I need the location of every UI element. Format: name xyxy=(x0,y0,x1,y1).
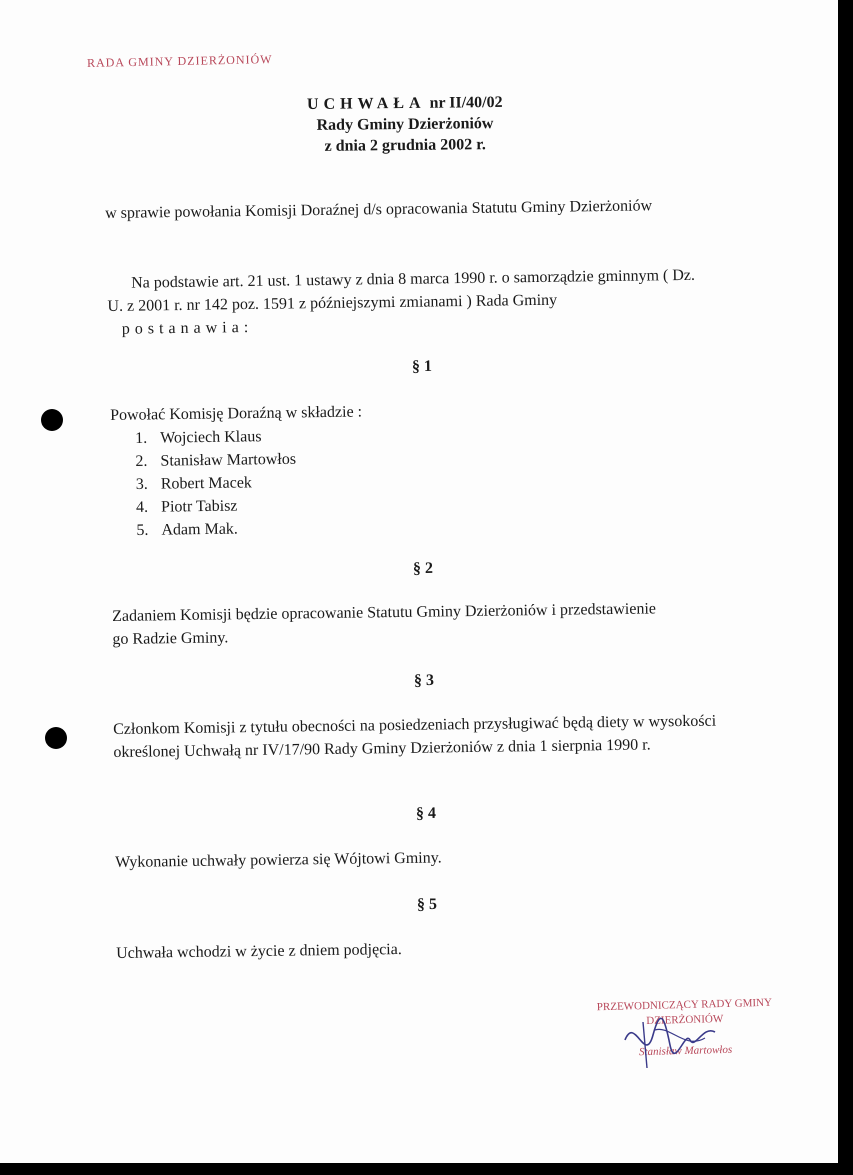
stamp-line-1: PRZEWODNICZĄCY RADY GMINY xyxy=(596,996,773,1014)
scan-edge-bottom xyxy=(0,1163,853,1175)
punch-hole xyxy=(41,409,63,431)
section-1-intro: Powołać Komisję Doraźną w składzie : xyxy=(110,403,363,424)
section-heading-2: § 2 xyxy=(412,559,434,578)
list-item: 4. Piotr Tabisz xyxy=(136,497,238,516)
section-5-text: Uchwała wchodzi w życie z dniem podjęcia. xyxy=(116,941,402,962)
member-list xyxy=(135,425,297,542)
resolution-title xyxy=(255,91,556,157)
handwritten-signature xyxy=(615,1010,725,1070)
section-heading-3: § 3 xyxy=(413,671,435,690)
section-heading-1: § 1 xyxy=(411,357,433,376)
section-4-text: Wykonanie uchwały powierza się Wójtowi Gminy. xyxy=(115,849,442,871)
legal-basis-text: Na podstawie art. 21 ust. 1 ustawy z dnia 8 marca 1990 r. o samorządzie gminnym ( Dz. U. z 2001 r. nr 142 poz. 1591 z późniejszymi zmianami ) Rada Gminy xyxy=(107,266,696,315)
section-3-text: Członkom Komisji z tytułu obecności na posiedzeniach przysługiwać będą diety w wysokości określonej Uchwałą nr IV/17/90 Rady Gminy Dzierżoniów z dnia 1 sierpnia 1990 r. xyxy=(113,712,717,761)
punch-hole xyxy=(45,727,67,749)
decides-word: postanawia: xyxy=(121,318,254,338)
subject-text: w sprawie powołania Komisji Doraźnej d/s opracowania Statutu Gminy Dzierżoniów xyxy=(105,197,653,222)
list-item: 2. Stanisław Martowłos xyxy=(135,450,297,470)
header-stamp: RADA GMINY DZIERŻONIÓW xyxy=(86,52,273,70)
scan-edge-right xyxy=(838,0,853,1175)
list-item: 1. Wojciech Klaus xyxy=(135,428,262,447)
title-word: UCHWAŁA xyxy=(306,94,426,114)
title-number: nr II/40/02 xyxy=(429,93,503,112)
title-date: z dnia 2 grudnia 2002 r. xyxy=(324,136,486,155)
section-2-text: Zadaniem Komisji będzie opracowanie Statutu Gminy Dzierżoniów i przedstawienie go Radzie Gminy. xyxy=(112,600,657,648)
title-council: Rady Gminy Dzierżoniów xyxy=(316,115,494,134)
section-heading-5: § 5 xyxy=(416,895,438,914)
section-heading-4: § 4 xyxy=(415,804,437,823)
stamp-name: Stanisław Martowłos xyxy=(638,1043,733,1059)
list-item: 5. Adam Mak. xyxy=(136,520,238,539)
stamp-line-2: DZIERŻONIÓW xyxy=(646,1012,724,1028)
list-item: 3. Robert Macek xyxy=(135,474,252,493)
legal-basis xyxy=(107,264,698,341)
